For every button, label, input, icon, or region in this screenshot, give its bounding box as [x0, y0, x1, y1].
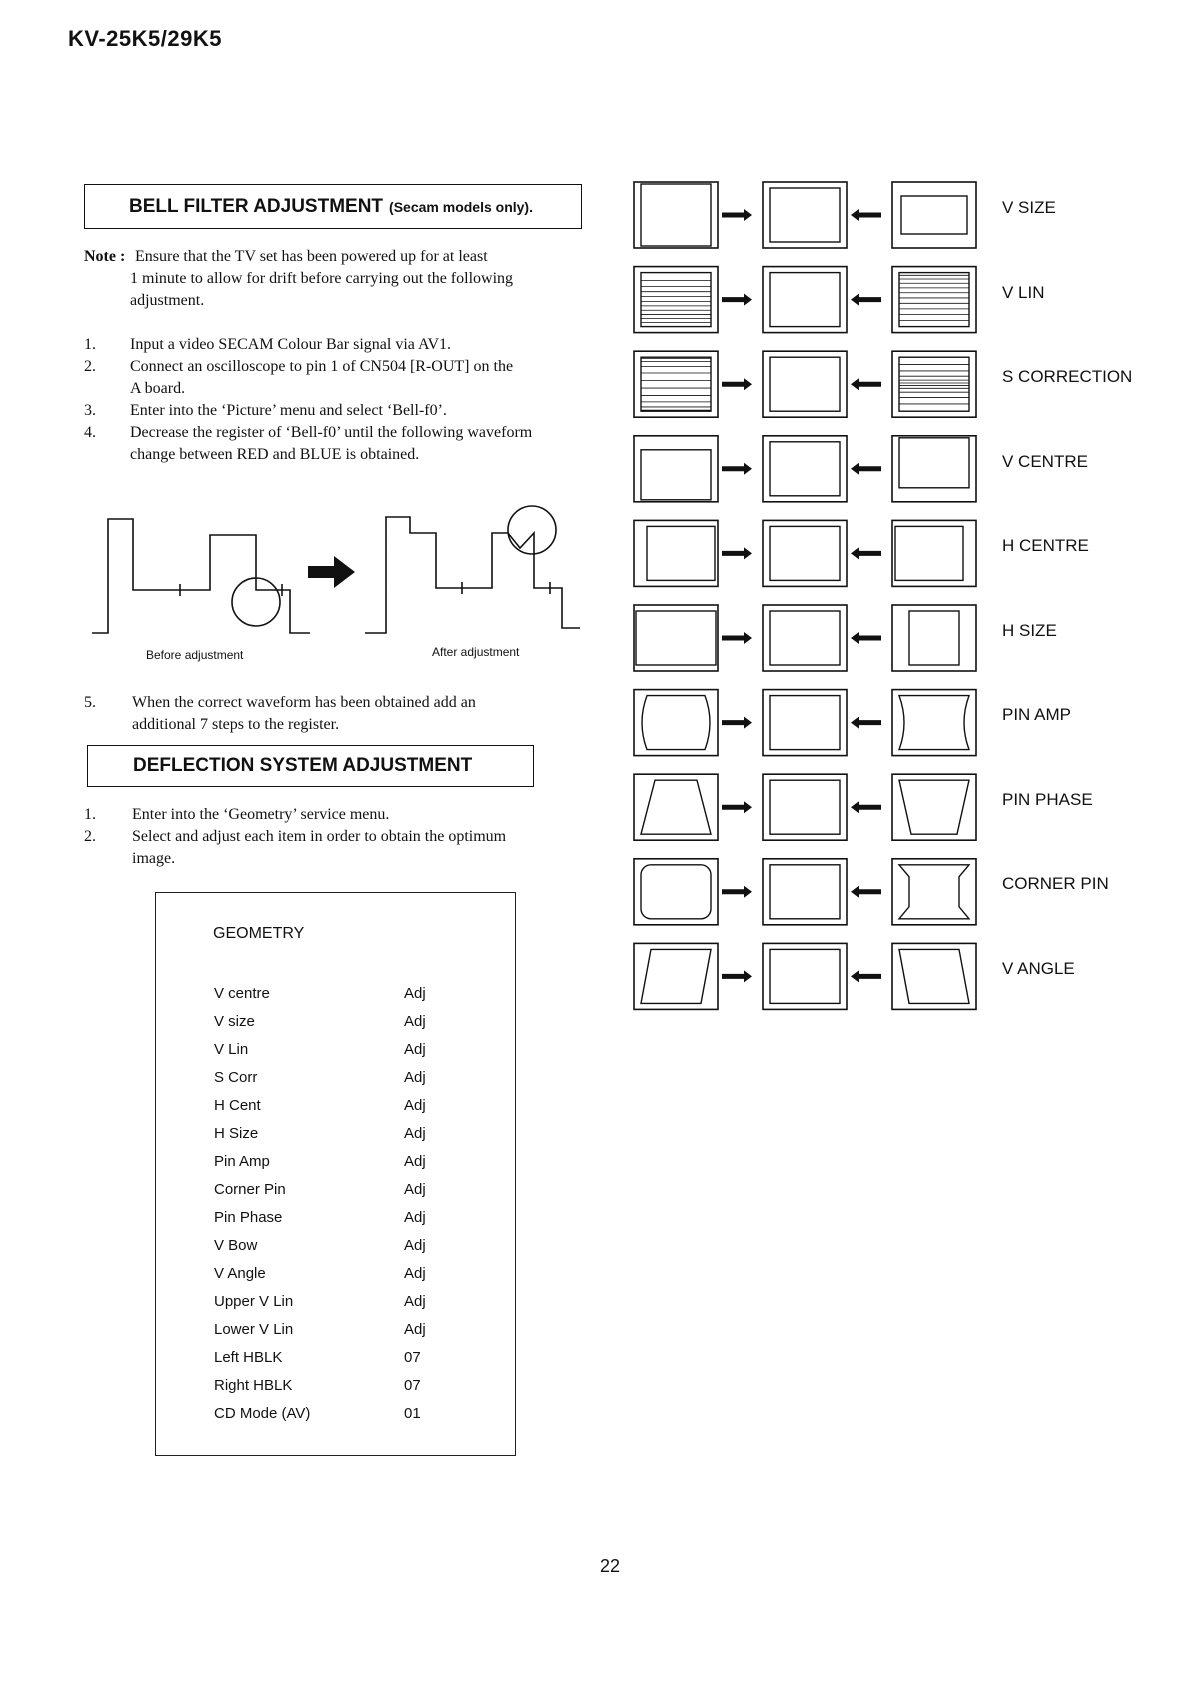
geometry-item-name: Pin Amp [214, 1153, 270, 1170]
diagram-label: CORNER PIN [1002, 874, 1109, 893]
tv-screen-frame [634, 182, 718, 248]
tv-screen-frame [634, 690, 718, 756]
right-arrow-icon [722, 970, 752, 982]
picture-frame [899, 438, 969, 488]
correct-picture-frame [770, 949, 840, 1003]
tv-screen-frame [892, 436, 976, 502]
geometry-item-name: V size [214, 1013, 255, 1030]
tv-screen-frame [763, 774, 847, 840]
picture-frame [899, 273, 969, 327]
step-text: image. [132, 850, 176, 867]
tv-screen-frame [763, 182, 847, 248]
correct-picture-frame [770, 273, 840, 327]
geometry-item-name: V centre [214, 985, 270, 1002]
picture-frame [899, 696, 969, 750]
right-arrow-icon [722, 801, 752, 813]
geometry-item-name: Pin Phase [214, 1209, 283, 1226]
right-arrow-icon [722, 378, 752, 390]
step-text: additional 7 steps to the register. [132, 716, 340, 733]
tv-screen-frame [634, 605, 718, 671]
right-arrow-icon [722, 886, 752, 898]
step-text: Connect an oscilloscope to pin 1 of CN504 [R-OUT] on the [130, 358, 514, 375]
step-text: A board. [130, 380, 186, 397]
geometry-item-value: Adj [404, 1069, 426, 1086]
tv-screen-frame [892, 267, 976, 333]
step-number: 1. [84, 806, 96, 823]
tv-screen-frame [763, 690, 847, 756]
geometry-item-name: Right HBLK [214, 1377, 293, 1394]
diagram-label: V ANGLE [1002, 959, 1075, 978]
picture-frame [895, 526, 963, 580]
geometry-item-name: H Size [214, 1125, 259, 1142]
geometry-item-value: Adj [404, 1013, 426, 1030]
tv-screen-frame [763, 859, 847, 925]
note-line-2: 1 minute to allow for drift before carrying out the following [130, 270, 514, 287]
tv-screen-frame [763, 267, 847, 333]
geometry-item-value: Adj [404, 1153, 426, 1170]
step-text: Enter into the ‘Picture’ menu and select ‘Bell-f0’. [130, 402, 447, 419]
geometry-item-value: Adj [404, 1209, 426, 1226]
caption-before: Before adjustment [146, 648, 244, 662]
geometry-item-name: Upper V Lin [214, 1293, 294, 1310]
geometry-item-name: V Lin [214, 1041, 249, 1058]
geometry-item-name: Left HBLK [214, 1349, 283, 1366]
tv-screen-frame [634, 859, 718, 925]
picture-frame [642, 696, 710, 750]
caption-after: After adjustment [432, 645, 520, 659]
geometry-item-value: Adj [404, 1041, 426, 1058]
page-number: 22 [600, 1556, 621, 1576]
picture-frame [641, 865, 711, 919]
picture-frame [641, 357, 711, 411]
tv-screen-frame [634, 436, 718, 502]
step-text: When the correct waveform has been obtained add an [132, 694, 476, 711]
step-number: 2. [84, 358, 96, 375]
note-line-1: Ensure that the TV set has been powered up for at least [135, 248, 488, 265]
geometry-item-name: CD Mode (AV) [214, 1405, 311, 1422]
geometry-item-value: Adj [404, 1265, 426, 1282]
tv-screen-frame [634, 774, 718, 840]
geometry-item-name: V Bow [214, 1237, 258, 1254]
right-arrow-icon [722, 717, 752, 729]
correct-picture-frame [770, 865, 840, 919]
bell-filter-title-suffix: (Secam models only). [389, 198, 533, 215]
model-number: KV-25K5/29K5 [68, 26, 222, 51]
right-arrow-icon [722, 547, 752, 559]
step-number: 2. [84, 828, 96, 845]
note-line-3: adjustment. [130, 292, 205, 309]
diagram-label: V CENTRE [1002, 452, 1088, 471]
geometry-item-value: 07 [404, 1377, 421, 1394]
tv-screen-frame [892, 859, 976, 925]
tv-screen-frame [763, 351, 847, 417]
step-text: Decrease the register of ‘Bell-f0’ until the following waveform [130, 424, 533, 441]
picture-frame [636, 611, 716, 665]
diagram-label: H CENTRE [1002, 536, 1089, 555]
geometry-title: GEOMETRY [213, 925, 305, 942]
geometry-item-value: 01 [404, 1405, 421, 1422]
bell-filter-title: BELL FILTER ADJUSTMENT [129, 195, 384, 217]
correct-picture-frame [770, 526, 840, 580]
geometry-item-name: S Corr [214, 1069, 258, 1086]
geometry-item-name: Corner Pin [214, 1181, 286, 1198]
left-arrow-icon [851, 547, 881, 559]
right-arrow-icon [722, 209, 752, 221]
step-number: 4. [84, 424, 96, 441]
deflection-title: DEFLECTION SYSTEM ADJUSTMENT [133, 755, 473, 776]
tv-screen-frame [763, 943, 847, 1009]
picture-frame [899, 780, 969, 834]
left-arrow-icon [851, 970, 881, 982]
diagram-label: V SIZE [1002, 198, 1056, 217]
tv-screen-frame [763, 605, 847, 671]
picture-frame [899, 357, 969, 411]
left-arrow-icon [851, 801, 881, 813]
step-text: Select and adjust each item in order to obtain the optimum [132, 828, 507, 845]
picture-frame [641, 450, 711, 500]
tv-screen-frame [892, 351, 976, 417]
left-arrow-icon [851, 209, 881, 221]
picture-frame [909, 611, 959, 665]
picture-frame [641, 184, 711, 246]
right-arrow-icon [722, 294, 752, 306]
step-text: Enter into the ‘Geometry’ service menu. [132, 806, 390, 823]
geometry-item-value: 07 [404, 1349, 421, 1366]
left-arrow-icon [851, 463, 881, 475]
geometry-item-value: Adj [404, 1237, 426, 1254]
step-text: Input a video SECAM Colour Bar signal via AV1. [130, 336, 452, 353]
geometry-item-value: Adj [404, 1125, 426, 1142]
diagram-label: H SIZE [1002, 621, 1057, 640]
picture-frame [641, 949, 711, 1003]
picture-frame [899, 949, 969, 1003]
geometry-item-value: Adj [404, 1097, 426, 1114]
correct-picture-frame [770, 696, 840, 750]
geometry-item-value: Adj [404, 1293, 426, 1310]
picture-frame [899, 865, 969, 919]
step-number: 5. [84, 694, 96, 711]
left-arrow-icon [851, 294, 881, 306]
right-arrow-icon [722, 632, 752, 644]
correct-picture-frame [770, 780, 840, 834]
left-arrow-icon [851, 632, 881, 644]
left-arrow-icon [851, 886, 881, 898]
correct-picture-frame [770, 611, 840, 665]
tv-screen-frame [763, 436, 847, 502]
tv-screen-frame [892, 182, 976, 248]
correct-picture-frame [770, 188, 840, 242]
geometry-item-value: Adj [404, 1321, 426, 1338]
left-arrow-icon [851, 717, 881, 729]
diagram-label: V LIN [1002, 283, 1045, 302]
picture-frame [647, 526, 715, 580]
picture-frame [641, 780, 711, 834]
step-number: 3. [84, 402, 96, 419]
step-text: change between RED and BLUE is obtained. [130, 446, 420, 463]
right-arrow-icon [722, 463, 752, 475]
geometry-item-value: Adj [404, 1181, 426, 1198]
correct-picture-frame [770, 442, 840, 496]
geometry-item-value: Adj [404, 985, 426, 1002]
step-number: 1. [84, 336, 96, 353]
diagram-label: S CORRECTION [1002, 367, 1133, 386]
geometry-item-name: V Angle [214, 1265, 266, 1282]
picture-frame [901, 196, 967, 234]
tv-screen-frame [892, 605, 976, 671]
geometry-item-name: Lower V Lin [214, 1321, 294, 1338]
correct-picture-frame [770, 357, 840, 411]
diagram-label: PIN AMP [1002, 705, 1071, 724]
tv-screen-frame [763, 520, 847, 586]
geometry-item-name: H Cent [214, 1097, 261, 1114]
left-arrow-icon [851, 378, 881, 390]
note-label: Note : [84, 248, 126, 265]
diagram-label: PIN PHASE [1002, 790, 1093, 809]
